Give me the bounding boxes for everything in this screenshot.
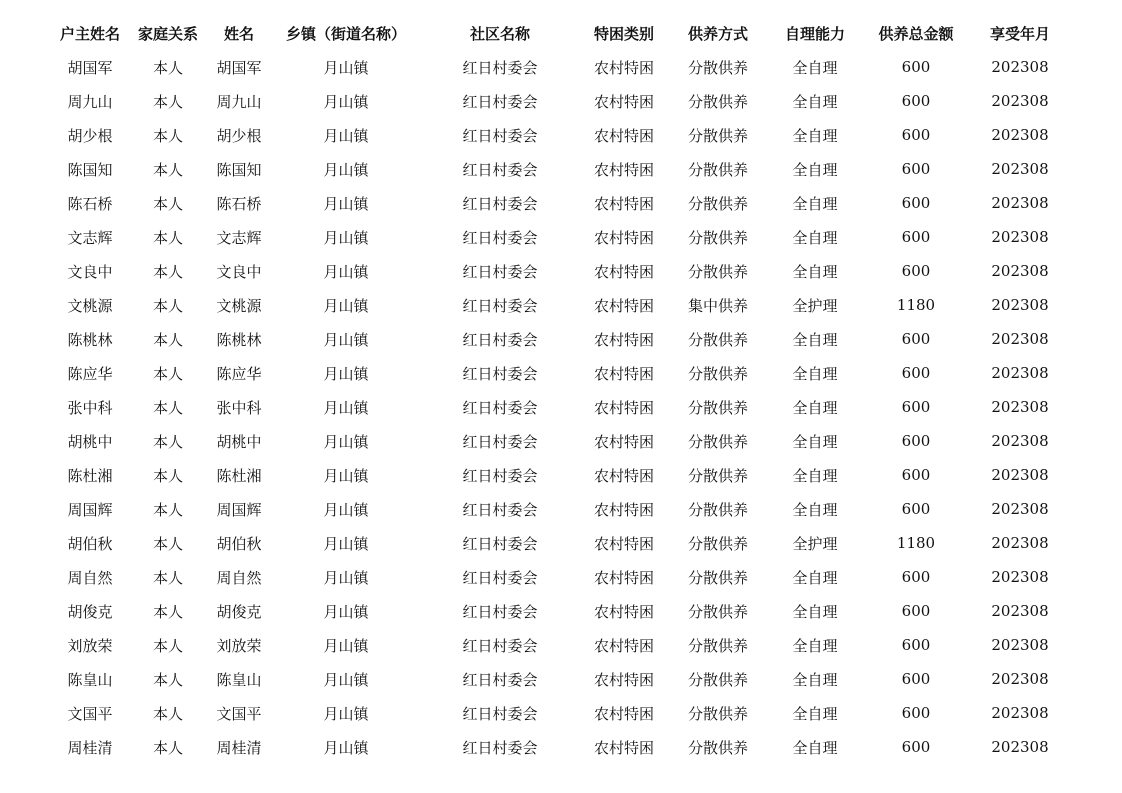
cell-household-head-name: 陈国知	[67, 160, 113, 179]
cell-family-relation: 本人	[152, 670, 183, 689]
cell-town: 月山镇	[323, 500, 369, 519]
cell-person-name: 陈应华	[216, 364, 262, 383]
cell-household-head-name: 周九山	[67, 92, 113, 111]
cell-benefit-month: 202308	[991, 704, 1049, 722]
column-header-support-method: 供养方式	[687, 24, 748, 43]
cell-hardship-category: 农村特困	[593, 296, 654, 315]
cell-self-care-ability: 全自理	[792, 432, 838, 451]
cell-community: 红日村委会	[462, 500, 538, 519]
cell-person-name: 胡伯秋	[216, 534, 262, 553]
cell-town: 月山镇	[323, 704, 369, 723]
cell-hardship-category: 农村特困	[593, 636, 654, 655]
cell-person-name: 胡俊克	[216, 602, 262, 621]
cell-support-method: 集中供养	[687, 296, 748, 315]
table-row	[52, 118, 1072, 152]
cell-town: 月山镇	[323, 568, 369, 587]
cell-community: 红日村委会	[462, 126, 538, 145]
cell-town: 月山镇	[323, 330, 369, 349]
table-row	[52, 730, 1072, 764]
table-row	[52, 254, 1072, 288]
cell-household-head-name: 陈皇山	[67, 670, 113, 689]
cell-community: 红日村委会	[462, 534, 538, 553]
cell-household-head-name: 周桂清	[67, 738, 113, 757]
cell-family-relation: 本人	[152, 738, 183, 757]
cell-family-relation: 本人	[152, 330, 183, 349]
cell-self-care-ability: 全自理	[792, 636, 838, 655]
cell-support-amount: 600	[901, 432, 931, 450]
cell-self-care-ability: 全自理	[792, 194, 838, 213]
cell-self-care-ability: 全护理	[792, 534, 838, 553]
table-row	[52, 322, 1072, 356]
cell-support-amount: 600	[901, 160, 931, 178]
column-header-hardship-category: 特困类别	[593, 24, 654, 43]
cell-town: 月山镇	[323, 602, 369, 621]
cell-town: 月山镇	[323, 296, 369, 315]
cell-support-amount: 600	[901, 58, 931, 76]
cell-self-care-ability: 全自理	[792, 330, 838, 349]
cell-household-head-name: 文良中	[67, 262, 113, 281]
cell-household-head-name: 胡桃中	[67, 432, 113, 451]
cell-person-name: 周九山	[216, 92, 262, 111]
cell-community: 红日村委会	[462, 704, 538, 723]
cell-community: 红日村委会	[462, 194, 538, 213]
cell-support-method: 分散供养	[687, 160, 748, 179]
table-row	[52, 288, 1072, 322]
cell-family-relation: 本人	[152, 500, 183, 519]
cell-hardship-category: 农村特困	[593, 330, 654, 349]
cell-self-care-ability: 全自理	[792, 160, 838, 179]
cell-support-amount: 600	[901, 262, 931, 280]
cell-community: 红日村委会	[462, 398, 538, 417]
column-header-household-head-name: 户主姓名	[59, 24, 120, 43]
cell-town: 月山镇	[323, 262, 369, 281]
cell-family-relation: 本人	[152, 432, 183, 451]
cell-household-head-name: 胡少根	[67, 126, 113, 145]
cell-town: 月山镇	[323, 194, 369, 213]
cell-town: 月山镇	[323, 58, 369, 77]
table-row	[52, 152, 1072, 186]
cell-support-method: 分散供养	[687, 738, 748, 757]
table-row	[52, 50, 1072, 84]
cell-person-name: 周桂清	[216, 738, 262, 757]
cell-household-head-name: 胡伯秋	[67, 534, 113, 553]
cell-family-relation: 本人	[152, 160, 183, 179]
cell-support-amount: 600	[901, 92, 931, 110]
cell-support-amount: 600	[901, 704, 931, 722]
cell-hardship-category: 农村特困	[593, 534, 654, 553]
cell-community: 红日村委会	[462, 466, 538, 485]
cell-person-name: 文志辉	[216, 228, 262, 247]
cell-family-relation: 本人	[152, 58, 183, 77]
cell-benefit-month: 202308	[991, 228, 1049, 246]
document-sheet	[52, 16, 1072, 764]
cell-self-care-ability: 全自理	[792, 670, 838, 689]
cell-hardship-category: 农村特困	[593, 432, 654, 451]
cell-benefit-month: 202308	[991, 432, 1049, 450]
cell-town: 月山镇	[323, 398, 369, 417]
cell-support-method: 分散供养	[687, 636, 748, 655]
cell-town: 月山镇	[323, 466, 369, 485]
beneficiary-table	[52, 16, 1072, 764]
cell-support-amount: 1180	[896, 296, 936, 314]
cell-self-care-ability: 全自理	[792, 92, 838, 111]
cell-person-name: 胡桃中	[216, 432, 262, 451]
table-row	[52, 220, 1072, 254]
cell-self-care-ability: 全自理	[792, 398, 838, 417]
cell-household-head-name: 胡国军	[67, 58, 113, 77]
cell-community: 红日村委会	[462, 364, 538, 383]
column-header-family-relation: 家庭关系	[137, 24, 198, 43]
cell-benefit-month: 202308	[991, 296, 1049, 314]
cell-self-care-ability: 全自理	[792, 500, 838, 519]
cell-self-care-ability: 全自理	[792, 262, 838, 281]
table-row	[52, 356, 1072, 390]
cell-community: 红日村委会	[462, 330, 538, 349]
cell-hardship-category: 农村特困	[593, 160, 654, 179]
cell-hardship-category: 农村特困	[593, 364, 654, 383]
cell-support-method: 分散供养	[687, 602, 748, 621]
cell-town: 月山镇	[323, 126, 369, 145]
cell-household-head-name: 文桃源	[67, 296, 113, 315]
cell-family-relation: 本人	[152, 262, 183, 281]
cell-community: 红日村委会	[462, 636, 538, 655]
cell-family-relation: 本人	[152, 126, 183, 145]
table-body	[52, 50, 1072, 764]
cell-hardship-category: 农村特困	[593, 194, 654, 213]
table-header	[52, 16, 1072, 50]
cell-benefit-month: 202308	[991, 568, 1049, 586]
cell-community: 红日村委会	[462, 92, 538, 111]
cell-support-amount: 600	[901, 602, 931, 620]
cell-hardship-category: 农村特困	[593, 704, 654, 723]
cell-person-name: 胡少根	[216, 126, 262, 145]
cell-family-relation: 本人	[152, 398, 183, 417]
cell-support-amount: 600	[901, 228, 931, 246]
cell-benefit-month: 202308	[991, 602, 1049, 620]
cell-benefit-month: 202308	[991, 160, 1049, 178]
cell-household-head-name: 周自然	[67, 568, 113, 587]
cell-town: 月山镇	[323, 364, 369, 383]
cell-household-head-name: 文国平	[67, 704, 113, 723]
column-header-town: 乡镇（街道名称）	[285, 24, 406, 43]
cell-town: 月山镇	[323, 670, 369, 689]
cell-family-relation: 本人	[152, 228, 183, 247]
cell-benefit-month: 202308	[991, 364, 1049, 382]
cell-town: 月山镇	[323, 636, 369, 655]
cell-support-method: 分散供养	[687, 534, 748, 553]
cell-hardship-category: 农村特困	[593, 738, 654, 757]
cell-benefit-month: 202308	[991, 738, 1049, 756]
cell-community: 红日村委会	[462, 296, 538, 315]
cell-household-head-name: 陈杜湘	[67, 466, 113, 485]
cell-hardship-category: 农村特困	[593, 58, 654, 77]
cell-support-method: 分散供养	[687, 126, 748, 145]
cell-community: 红日村委会	[462, 228, 538, 247]
cell-benefit-month: 202308	[991, 194, 1049, 212]
cell-household-head-name: 胡俊克	[67, 602, 113, 621]
cell-family-relation: 本人	[152, 194, 183, 213]
cell-hardship-category: 农村特困	[593, 126, 654, 145]
cell-town: 月山镇	[323, 228, 369, 247]
cell-family-relation: 本人	[152, 92, 183, 111]
cell-support-method: 分散供养	[687, 364, 748, 383]
cell-person-name: 陈杜湘	[216, 466, 262, 485]
cell-person-name: 文良中	[216, 262, 262, 281]
cell-benefit-month: 202308	[991, 262, 1049, 280]
cell-community: 红日村委会	[462, 568, 538, 587]
cell-town: 月山镇	[323, 534, 369, 553]
cell-support-amount: 600	[901, 568, 931, 586]
cell-self-care-ability: 全自理	[792, 228, 838, 247]
cell-household-head-name: 陈应华	[67, 364, 113, 383]
cell-family-relation: 本人	[152, 466, 183, 485]
cell-household-head-name: 陈桃林	[67, 330, 113, 349]
cell-benefit-month: 202308	[991, 500, 1049, 518]
cell-hardship-category: 农村特困	[593, 466, 654, 485]
cell-support-amount: 600	[901, 364, 931, 382]
cell-benefit-month: 202308	[991, 398, 1049, 416]
table-row	[52, 560, 1072, 594]
cell-person-name: 胡国军	[216, 58, 262, 77]
cell-support-method: 分散供养	[687, 500, 748, 519]
cell-self-care-ability: 全自理	[792, 738, 838, 757]
cell-community: 红日村委会	[462, 262, 538, 281]
cell-support-amount: 1180	[896, 534, 936, 552]
cell-hardship-category: 农村特困	[593, 602, 654, 621]
cell-person-name: 周国辉	[216, 500, 262, 519]
column-header-support-amount: 供养总金额	[878, 24, 954, 43]
cell-community: 红日村委会	[462, 58, 538, 77]
cell-person-name: 陈桃林	[216, 330, 262, 349]
table-row	[52, 662, 1072, 696]
cell-family-relation: 本人	[152, 602, 183, 621]
cell-support-method: 分散供养	[687, 330, 748, 349]
cell-town: 月山镇	[323, 432, 369, 451]
cell-family-relation: 本人	[152, 296, 183, 315]
cell-support-amount: 600	[901, 738, 931, 756]
cell-benefit-month: 202308	[991, 58, 1049, 76]
cell-self-care-ability: 全自理	[792, 364, 838, 383]
cell-support-amount: 600	[901, 194, 931, 212]
cell-support-method: 分散供养	[687, 58, 748, 77]
cell-person-name: 陈石桥	[216, 194, 262, 213]
cell-benefit-month: 202308	[991, 330, 1049, 348]
cell-support-amount: 600	[901, 500, 931, 518]
column-header-self-care-ability: 自理能力	[784, 24, 845, 43]
cell-support-method: 分散供养	[687, 228, 748, 247]
table-row	[52, 526, 1072, 560]
column-header-benefit-month: 享受年月	[989, 24, 1050, 43]
cell-family-relation: 本人	[152, 364, 183, 383]
cell-benefit-month: 202308	[991, 126, 1049, 144]
cell-household-head-name: 刘放荣	[67, 636, 113, 655]
cell-person-name: 周自然	[216, 568, 262, 587]
cell-benefit-month: 202308	[991, 670, 1049, 688]
cell-household-head-name: 周国辉	[67, 500, 113, 519]
cell-support-amount: 600	[901, 466, 931, 484]
cell-support-method: 分散供养	[687, 466, 748, 485]
cell-town: 月山镇	[323, 160, 369, 179]
cell-town: 月山镇	[323, 738, 369, 757]
cell-person-name: 文国平	[216, 704, 262, 723]
cell-self-care-ability: 全自理	[792, 704, 838, 723]
cell-self-care-ability: 全自理	[792, 126, 838, 145]
cell-person-name: 文桃源	[216, 296, 262, 315]
cell-support-amount: 600	[901, 126, 931, 144]
cell-support-method: 分散供养	[687, 704, 748, 723]
table-row	[52, 594, 1072, 628]
cell-hardship-category: 农村特困	[593, 670, 654, 689]
cell-household-head-name: 陈石桥	[67, 194, 113, 213]
cell-family-relation: 本人	[152, 636, 183, 655]
cell-self-care-ability: 全自理	[792, 466, 838, 485]
table-row	[52, 492, 1072, 526]
cell-support-amount: 600	[901, 398, 931, 416]
cell-benefit-month: 202308	[991, 534, 1049, 552]
cell-community: 红日村委会	[462, 670, 538, 689]
cell-community: 红日村委会	[462, 432, 538, 451]
cell-person-name: 张中科	[216, 398, 262, 417]
cell-person-name: 陈国知	[216, 160, 262, 179]
cell-household-head-name: 文志辉	[67, 228, 113, 247]
column-header-person-name: 姓名	[223, 24, 254, 43]
cell-support-method: 分散供养	[687, 398, 748, 417]
cell-benefit-month: 202308	[991, 636, 1049, 654]
cell-community: 红日村委会	[462, 160, 538, 179]
cell-household-head-name: 张中科	[67, 398, 113, 417]
cell-support-method: 分散供养	[687, 194, 748, 213]
cell-support-method: 分散供养	[687, 568, 748, 587]
cell-person-name: 陈皇山	[216, 670, 262, 689]
cell-self-care-ability: 全护理	[792, 296, 838, 315]
cell-hardship-category: 农村特困	[593, 568, 654, 587]
cell-self-care-ability: 全自理	[792, 58, 838, 77]
cell-self-care-ability: 全自理	[792, 568, 838, 587]
table-row	[52, 186, 1072, 220]
cell-benefit-month: 202308	[991, 466, 1049, 484]
cell-family-relation: 本人	[152, 534, 183, 553]
cell-town: 月山镇	[323, 92, 369, 111]
table-row	[52, 458, 1072, 492]
table-row	[52, 390, 1072, 424]
table-row	[52, 696, 1072, 730]
table-row	[52, 84, 1072, 118]
cell-community: 红日村委会	[462, 602, 538, 621]
cell-person-name: 刘放荣	[216, 636, 262, 655]
cell-hardship-category: 农村特困	[593, 262, 654, 281]
cell-hardship-category: 农村特困	[593, 398, 654, 417]
cell-community: 红日村委会	[462, 738, 538, 757]
cell-support-method: 分散供养	[687, 432, 748, 451]
cell-hardship-category: 农村特困	[593, 228, 654, 247]
header-row	[52, 16, 1072, 50]
cell-benefit-month: 202308	[991, 92, 1049, 110]
cell-support-amount: 600	[901, 330, 931, 348]
cell-support-method: 分散供养	[687, 92, 748, 111]
cell-support-amount: 600	[901, 670, 931, 688]
cell-support-method: 分散供养	[687, 670, 748, 689]
table-row	[52, 628, 1072, 662]
cell-support-method: 分散供养	[687, 262, 748, 281]
cell-self-care-ability: 全自理	[792, 602, 838, 621]
cell-family-relation: 本人	[152, 704, 183, 723]
column-header-community: 社区名称	[469, 24, 530, 43]
cell-support-amount: 600	[901, 636, 931, 654]
cell-hardship-category: 农村特困	[593, 92, 654, 111]
cell-family-relation: 本人	[152, 568, 183, 587]
cell-hardship-category: 农村特困	[593, 500, 654, 519]
table-row	[52, 424, 1072, 458]
